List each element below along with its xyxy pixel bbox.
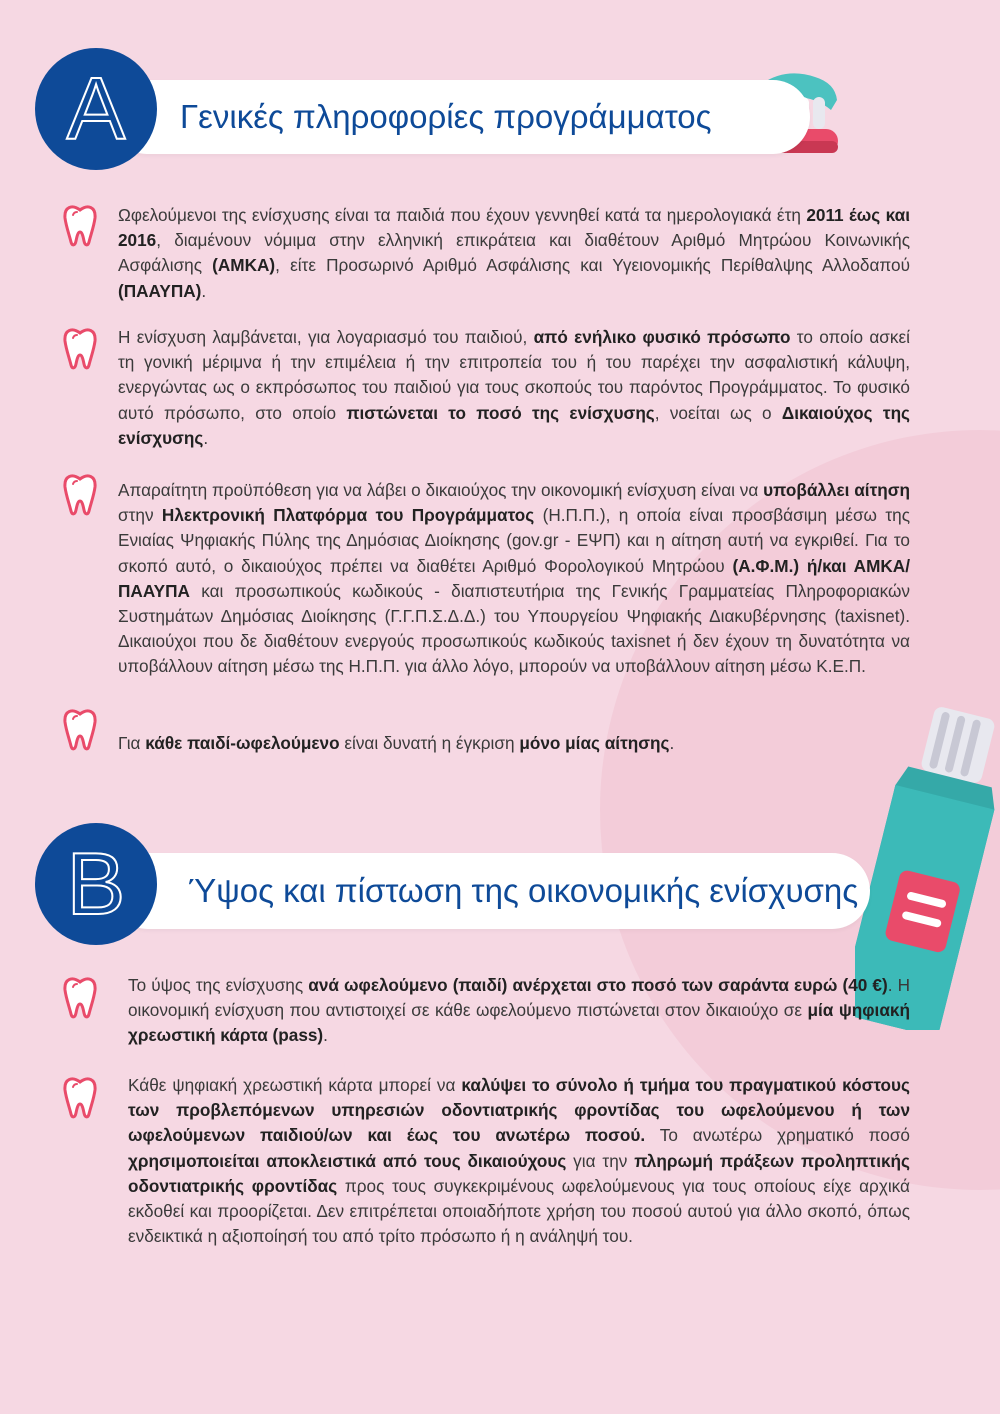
text-run: , διαμένουν νόμιμα στην ελληνική επικράτεια και διαθέτουν Αριθμό Μητρώου Κοινωνικής Ασφάλισης [118, 230, 910, 276]
bold-text: πιστώνεται το ποσό της ενίσχυσης [346, 402, 655, 423]
text-run: είναι δυνατή η έγκριση [339, 733, 520, 753]
text-run: . [669, 733, 675, 753]
bold-text: κάθε παιδί-ωφελούμενο [145, 733, 340, 753]
section-b-letter: B [66, 834, 126, 933]
text-run: Για [118, 733, 146, 753]
bold-text: μία ψηφιακή χρεωστική κάρτα (pass) [128, 1000, 910, 1046]
paragraph-b2 [128, 1073, 910, 1249]
bold-text: από ενήλικο φυσικό πρόσωπο [533, 327, 791, 347]
text-run: Το ύψος της ενίσχυσης [128, 975, 309, 995]
tooth-icon [62, 327, 98, 371]
text-run: το οποίο ασκεί τη γονική μέριμνα ή την επιμέλεια ή την επιτροπεία του ή του παρέχει την ασφαλιστική κάλυψη, ενεργώντας ως ο εκπρόσωπος του παιδιού για τους σκοπούς του παρόντος Προγράμματος. Το φυσικό αυτό πρόσωπο, στο οποίο [118, 327, 910, 423]
section-a-title-pill [110, 80, 810, 154]
text-run: . [323, 1025, 328, 1046]
section-a-letter-badge [35, 48, 157, 170]
section-b-title: Ύψος και πίστωση της οικονομικής ενίσχυσης [188, 872, 859, 909]
bold-text: 2011 έως και 2016 [118, 205, 910, 251]
bold-text: Δικαιούχος της ενίσχυσης [118, 402, 910, 448]
paragraph-a4 [118, 731, 818, 756]
tooth-icon [62, 1076, 98, 1120]
section-b-title-pill [110, 853, 870, 929]
text-run: , είτε Προσωρινό Αριθμό Ασφάλισης και Υγειονομικής Περίθαλψης Αλλοδαπού [275, 255, 910, 276]
text-run: για την [566, 1150, 635, 1171]
text-run: Το ανωτέρω χρηματικό ποσό [645, 1125, 910, 1146]
bold-text: πληρωμή πράξεων προληπτικής οδοντιατρικής φροντίδας [128, 1150, 910, 1196]
text-run: , νοείται ως ο [654, 402, 782, 423]
bold-text: Ηλεκτρονική Πλατφόρμα του Προγράμματος [161, 505, 535, 526]
tooth-icon [62, 473, 98, 517]
text-run: προς τους συγκεκριμένους ωφελούμενους για τους οποίους είχε αρχικά εκδοθεί και προορίζεται. Δεν επιτρέπεται οποιαδήποτε χρήση του ποσού αυτού για άλλο σκοπό, όπως ενδεικτικά η αξιοποίησή του από τρίτο πρόσωπο ή η ανάληψή του. [128, 1175, 910, 1247]
section-b-header [35, 823, 935, 943]
paragraph-a2 [118, 325, 910, 451]
text-run: Ωφελούμενοι της ενίσχυσης είναι τα παιδιά που έχουν γεννηθεί κατά τα ημερολογιακά έτη [118, 205, 807, 225]
paragraph-a3 [118, 478, 910, 680]
tooth-icon [62, 204, 98, 248]
section-a-title: Γενικές πληροφορίες προγράμματος [180, 98, 712, 135]
text-run: . [203, 427, 209, 448]
text-run: . [201, 280, 207, 301]
text-run: Απαραίτητη προϋπόθεση για να λάβει ο δικαιούχος την οικονομική ενίσχυση είναι να [118, 480, 764, 500]
bold-text: (ΑΜΚΑ) [212, 255, 276, 276]
text-run: στην [118, 505, 162, 526]
bold-text: χρησιμοποιείται αποκλειστικά από τους δικαιούχους [128, 1150, 567, 1171]
section-a-letter: A [66, 59, 126, 158]
bold-text: (ΠΑΑΥΠΑ) [118, 280, 202, 301]
bold-text: ανά ωφελούμενο (παιδί) ανέρχεται στο ποσό των σαράντα ευρώ (40 €) [308, 975, 888, 995]
section-b-letter-badge [35, 823, 157, 945]
text-run: Η ενίσχυση λαμβάνεται, για λογαριασμό του παιδιού, [118, 327, 534, 347]
bold-text: καλύψει το σύνολο ή τμήμα του πραγματικού κόστους των προβλεπόμενων υπηρεσιών οδοντιατρικής φροντίδας του ωφελούμενου ή των ωφελούμενων παιδιού/ων και έως του ανωτέρω ποσού. [128, 1075, 910, 1146]
bold-text: (Α.Φ.Μ.) ή/και ΑΜΚΑ/ ΠΑΑΥΠΑ [118, 555, 910, 601]
text-run: (Η.Π.Π.), η οποία είναι προσβάσιμη μέσω της Ενιαίας Ψηφιακής Πύλης της Δημόσιας Διοίκησης (gov.gr - ΕΨΠ) και η αίτηση αυτή να εγκριθεί. Για το σκοπό αυτό, ο δικαιούχος πρέπει να διαθέτει Αριθμό Φορολογικού Μητρώου [118, 505, 910, 576]
tooth-icon [62, 976, 98, 1020]
text-run: Κάθε ψηφιακή χρεωστική κάρτα μπορεί να [128, 1075, 462, 1095]
text-run: . Η οικονομική ενίσχυση που αντιστοιχεί σε κάθε ωφελούμενο πιστώνεται στον δικαιούχο σε [128, 975, 910, 1021]
paragraph-b1 [128, 973, 910, 1049]
text-run: και προσωπικούς κωδικούς - διαπιστευτήρια της Γενικής Γραμματείας Πληροφοριακών Συστημάτων Δημόσιας Διοίκησης (Γ.Γ.Π.Σ.Δ.Δ.) του Υπουργείου Ψηφιακής Διακυβέρνησης (taxisnet). Δικαιούχοι που δε διαθέτουν ενεργούς προσωπικούς κωδικούς taxisnet ή δεν έχουν τη δυνατότητα να υποβάλλουν αίτηση μέσω της Η.Π.Π. για άλλο λόγο, μπορούν να υποβάλλουν αίτηση μέσω Κ.Ε.Π. [118, 580, 910, 677]
bold-text: μόνο μίας αίτησης [519, 733, 670, 753]
tooth-icon [62, 708, 98, 752]
paragraph-a1 [118, 203, 910, 304]
bold-text: υποβάλλει αίτηση [763, 480, 910, 500]
